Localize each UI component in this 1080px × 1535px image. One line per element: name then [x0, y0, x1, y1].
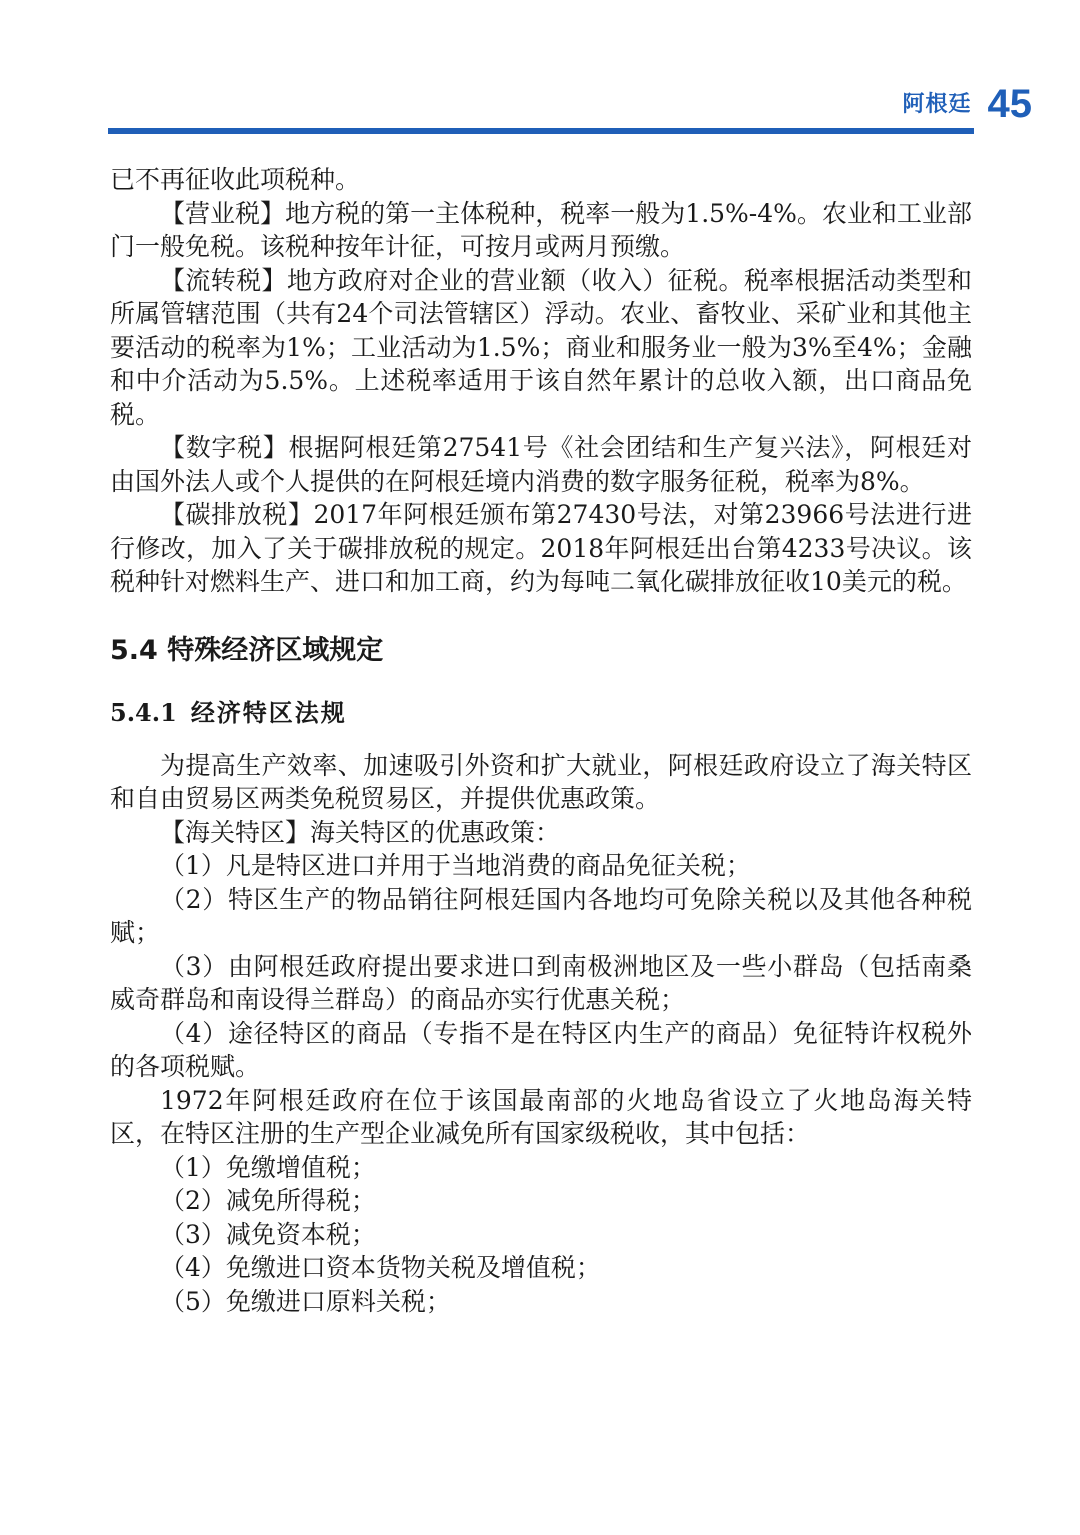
- header-rule: [108, 128, 974, 134]
- list-item: （4）途径特区的商品（专指不是在特区内生产的商品）免征特许权税外的各项税赋。: [110, 1018, 972, 1081]
- digital-tax-paragraph: [110, 431, 972, 498]
- list-item: （1）免缴增值税；: [160, 1152, 376, 1182]
- carbon-tax-paragraph: [110, 498, 972, 599]
- customs-zone-label: 【海关特区】: [160, 817, 311, 847]
- carbon-tax-text: 2017年阿根廷颁布第27430号法，对第23966号法进行进行修改，加入了关于碳排放税的规定。2018年阿根廷出台第4233号决议。该税种针对燃料生产、进口和加工商，约为每吨二氧化碳排放征收10美元的税。: [110, 500, 972, 596]
- digital-tax-text: 根据阿根廷第27541号《社会团结和生产复兴法》，阿根廷对由国外法人或个人提供的在阿根廷境内消费的数字服务征税，税率为8%。: [110, 433, 972, 496]
- turnover-tax-text: 地方政府对企业的营业额（收入）征税。税率根据活动类型和所属管辖范围（共有24个司法管辖区）浮动。农业、畜牧业、采矿业和其他主要活动的税率为1%；工业活动为1.5%；商业和服务业一般为3%至4%；金融和中介活动为5.5%。上述税率适用于该自然年累计的总收入额，出口商品免税。: [110, 265, 972, 429]
- zones-intro-paragraph: 为提高生产效率、加速吸引外资和扩大就业，阿根廷政府设立了海关特区和自由贸易区两类免税贸易区，并提供优惠政策。: [110, 750, 972, 813]
- list-item: （2）特区生产的物品销往阿根廷国内各地均可免除关税以及其他各种税赋；: [110, 884, 972, 947]
- section-heading: [110, 633, 972, 669]
- list-item: （3）由阿根廷政府提出要求进口到南极洲地区及一些小群岛（包括南桑威奇群岛和南设得兰群岛）的商品亦实行优惠关税；: [110, 951, 972, 1014]
- subsection-number: 5.4.1: [110, 697, 177, 727]
- carbon-tax-label: 【碳排放税】: [160, 500, 314, 529]
- tierra-del-fuego-paragraph: 1972年阿根廷政府在位于该国最南部的火地岛省设立了火地岛海关特区，在特区注册的生产型企业减免所有国家级税收，其中包括：: [110, 1085, 972, 1148]
- section-title: 特殊经济区域规定: [167, 634, 384, 666]
- subsection-title: 经济特区法规: [190, 697, 347, 727]
- list-item: （3）减免资本税；: [160, 1219, 376, 1249]
- subsection-heading: [110, 697, 972, 729]
- list-item: （4）免缴进口资本货物关税及增值税；: [160, 1253, 601, 1282]
- business-tax-paragraph: [110, 197, 972, 264]
- list-item: （1）凡是特区进口并用于当地消费的商品免征关税；: [160, 851, 751, 880]
- digital-tax-label: 【数字税】: [160, 433, 289, 462]
- turnover-tax-paragraph: [110, 264, 972, 432]
- section-number: 5.4: [110, 634, 158, 666]
- business-tax-label: 【营业税】: [160, 198, 286, 228]
- continued-paragraph: 已不再征收此项税种。: [110, 165, 361, 194]
- customs-zone-paragraph: [110, 816, 972, 850]
- running-head: [902, 84, 1032, 124]
- list-item: （2）减免所得税；: [160, 1186, 376, 1215]
- running-head-country: 阿根廷: [902, 92, 972, 117]
- page-body: [110, 163, 972, 1318]
- customs-zone-text: 海关特区的优惠政策：: [310, 817, 561, 847]
- page-number: 45: [987, 82, 1032, 126]
- business-tax-text: 地方税的第一主体税种，税率一般为1.5%-4%。农业和工业部门一般免税。该税种按年计征，可按月或两月预缴。: [110, 198, 972, 261]
- list-item: （5）免缴进口原料关税；: [160, 1286, 451, 1316]
- turnover-tax-label: 【流转税】: [160, 265, 287, 295]
